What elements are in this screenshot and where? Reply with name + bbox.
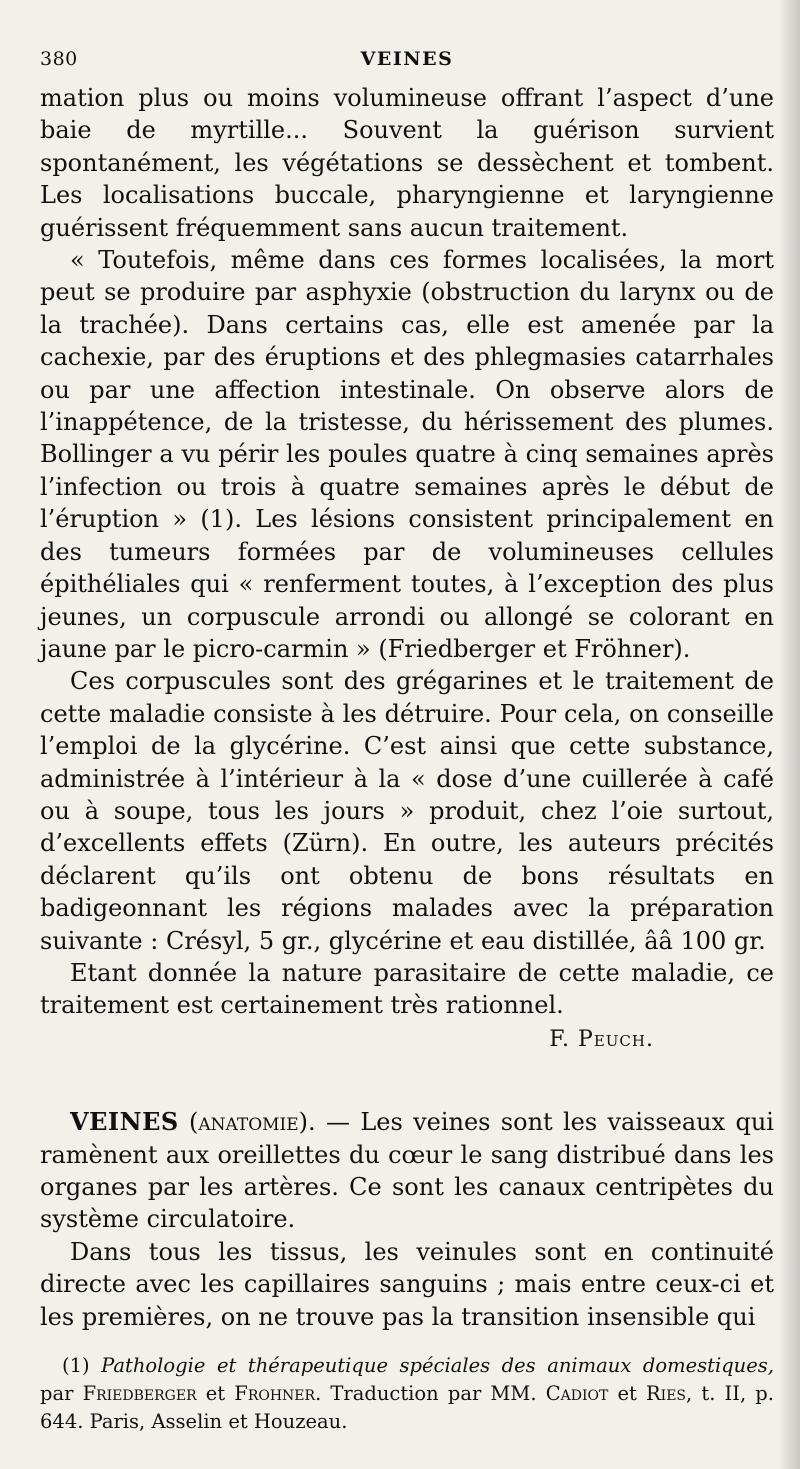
footnote-marker: (1)	[62, 1354, 102, 1377]
entry-paragraph	[40, 1106, 774, 1236]
author-signature	[40, 1024, 774, 1056]
footnote-and: et	[196, 1382, 235, 1405]
paragraph-1: mation plus ou moins volumineuse offrant l’aspect d’une baie de myrtille... Souvent la guérison survient spontanément, les végétations se dessèchent et tombent. Les localisations buccale, pharyngienne et laryngienne guérissent fréquemment sans aucun traitement.	[40, 84, 774, 242]
entry-text: — Les veines sont les vaisseaux qui ramènent aux oreillettes du cœur le sang distribué dans les organes par les artères. Ce sont les canaux centripètes du système circulatoire.	[40, 1108, 774, 1234]
footnote-translation: . Traduction par MM.	[315, 1382, 546, 1405]
paragraph-5: Dans tous les tissus, les veinules sont en continuité directe avec les capillaires sanguins ; mais entre ceux-ci et les premières, on ne trouve pas la transition insensible qui	[40, 1237, 774, 1331]
footnote-reference: , t. II, p. 644. Paris, Asselin et Houzeau.	[40, 1382, 774, 1433]
footnote-translator-2: Ries	[646, 1382, 687, 1405]
entry-subject: (anatomie).	[189, 1108, 316, 1137]
signature-initial: F. P	[549, 1026, 594, 1052]
footnote-author-1: Friedberger	[82, 1382, 197, 1405]
footnote-and-2: et	[608, 1382, 646, 1405]
page-number: 380	[40, 48, 78, 70]
paragraph-2: « Toutefois, même dans ces formes localisées, la mort peut se produire par asphyxie (obstruction du larynx ou de la trachée). Dans certains cas, elle est amenée par la cachexie, par des éruptions et des phlegmasies catarrhales ou par une affection intestinale. On observe alors de l’inappétence, de la tristesse, du hérissement des plumes. Bollinger a vu périr les poules quatre à cinq semaines après l’infection ou trois à quatre semaines après le début de l’éruption » (1). Les lésions consistent principalement en des tumeurs formées par de volumineuses cellules épithéliales qui « renferment toutes, à l’exception des plus jeunes, un corpuscule arrondi ou allongé se colorant en jaune par le picro-carmin » (Friedberger et Fröhner).	[40, 246, 774, 663]
footnote-translator-1: Cadiot	[545, 1382, 609, 1405]
footnote	[40, 1352, 774, 1436]
main-text	[40, 82, 774, 1333]
section-gap	[40, 1056, 774, 1106]
paragraph-3: Ces corpuscules sont des grégarines et le traitement de cette maladie consiste à les détruire. Pour cela, on conseille l’emploi de la glycérine. C’est ainsi que cette substance, administrée à l’intérieur à la « dose d’une cuillerée à café ou à soupe, tous les jours » produit, chez l’oie surtout, d’excellents effets (Zürn). En outre, les auteurs précités déclarent qu’ils ont obtenu de bons résultats en badigeonnant les régions malades avec la préparation suivante : Crésyl, 5 gr., glycérine et eau distillée, ââ 100 gr.	[40, 667, 774, 955]
footnote-title: Pathologie et thérapeutique spéciales des animaux domestiques,	[101, 1354, 774, 1377]
footnote-author-2: Frohner	[234, 1382, 316, 1405]
paragraph-4: Etant donnée la nature parasitaire de cette maladie, ce traitement est certainement très rationnel.	[40, 958, 774, 1020]
entry-headword: VEINES	[70, 1107, 179, 1137]
footnote-by: par	[40, 1382, 83, 1405]
signature-rest: euch.	[593, 1026, 654, 1052]
running-title: VEINES	[360, 48, 454, 70]
running-head	[40, 48, 774, 78]
page-edge-shadow	[778, 0, 800, 1469]
